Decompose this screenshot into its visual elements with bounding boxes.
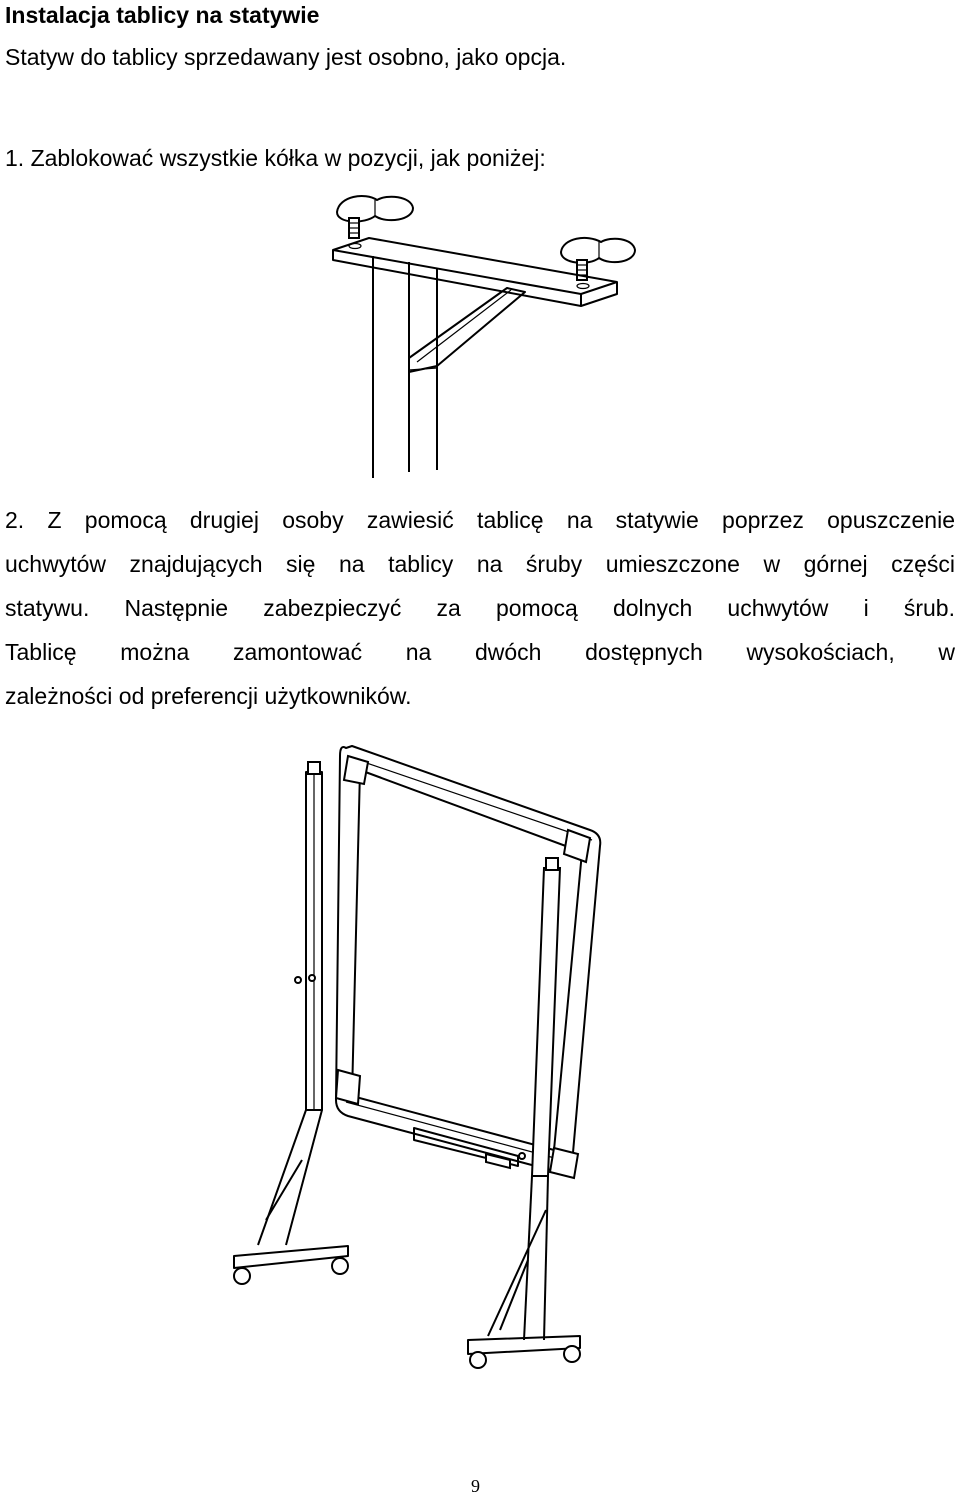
step-2-line: Tablicę można zamontować na dwóch dostępnych wysokościach, w <box>5 639 955 665</box>
stand-top-bracket-illustration <box>325 190 655 480</box>
left-post <box>258 762 322 1245</box>
page-title: Instalacja tablicy na statywie <box>5 2 320 28</box>
step-1-text: 1. Zablokować wszystkie kółka w pozycji, jak poniżej: <box>5 145 546 171</box>
diagonal-brace <box>409 288 525 372</box>
step-2-line: 2. Z pomocą drugiej osoby zawiesić tablicę na statywie poprzez opuszczenie <box>5 507 955 533</box>
whiteboard-frame <box>336 746 600 1178</box>
left-base <box>234 1246 348 1284</box>
left-knob <box>337 196 413 238</box>
right-post <box>488 858 560 1340</box>
step-2-line: zależności od preferencji użytkowników. <box>5 683 412 709</box>
page-number: 9 <box>471 1476 480 1496</box>
step-2-line: uchwytów znajdujących się na tablicy na śruby umieszczone w górnej części <box>5 551 955 577</box>
vertical-post <box>373 256 437 478</box>
step-2-line: statywu. Następnie zabezpieczyć za pomocą dolnych uchwytów i śrub. <box>5 595 955 621</box>
intro-note: Statyw do tablicy sprzedawany jest osobno, jako opcja. <box>5 44 567 70</box>
right-base <box>468 1336 580 1368</box>
step-2-text <box>5 498 955 718</box>
whiteboard-on-stand-illustration <box>228 740 608 1370</box>
